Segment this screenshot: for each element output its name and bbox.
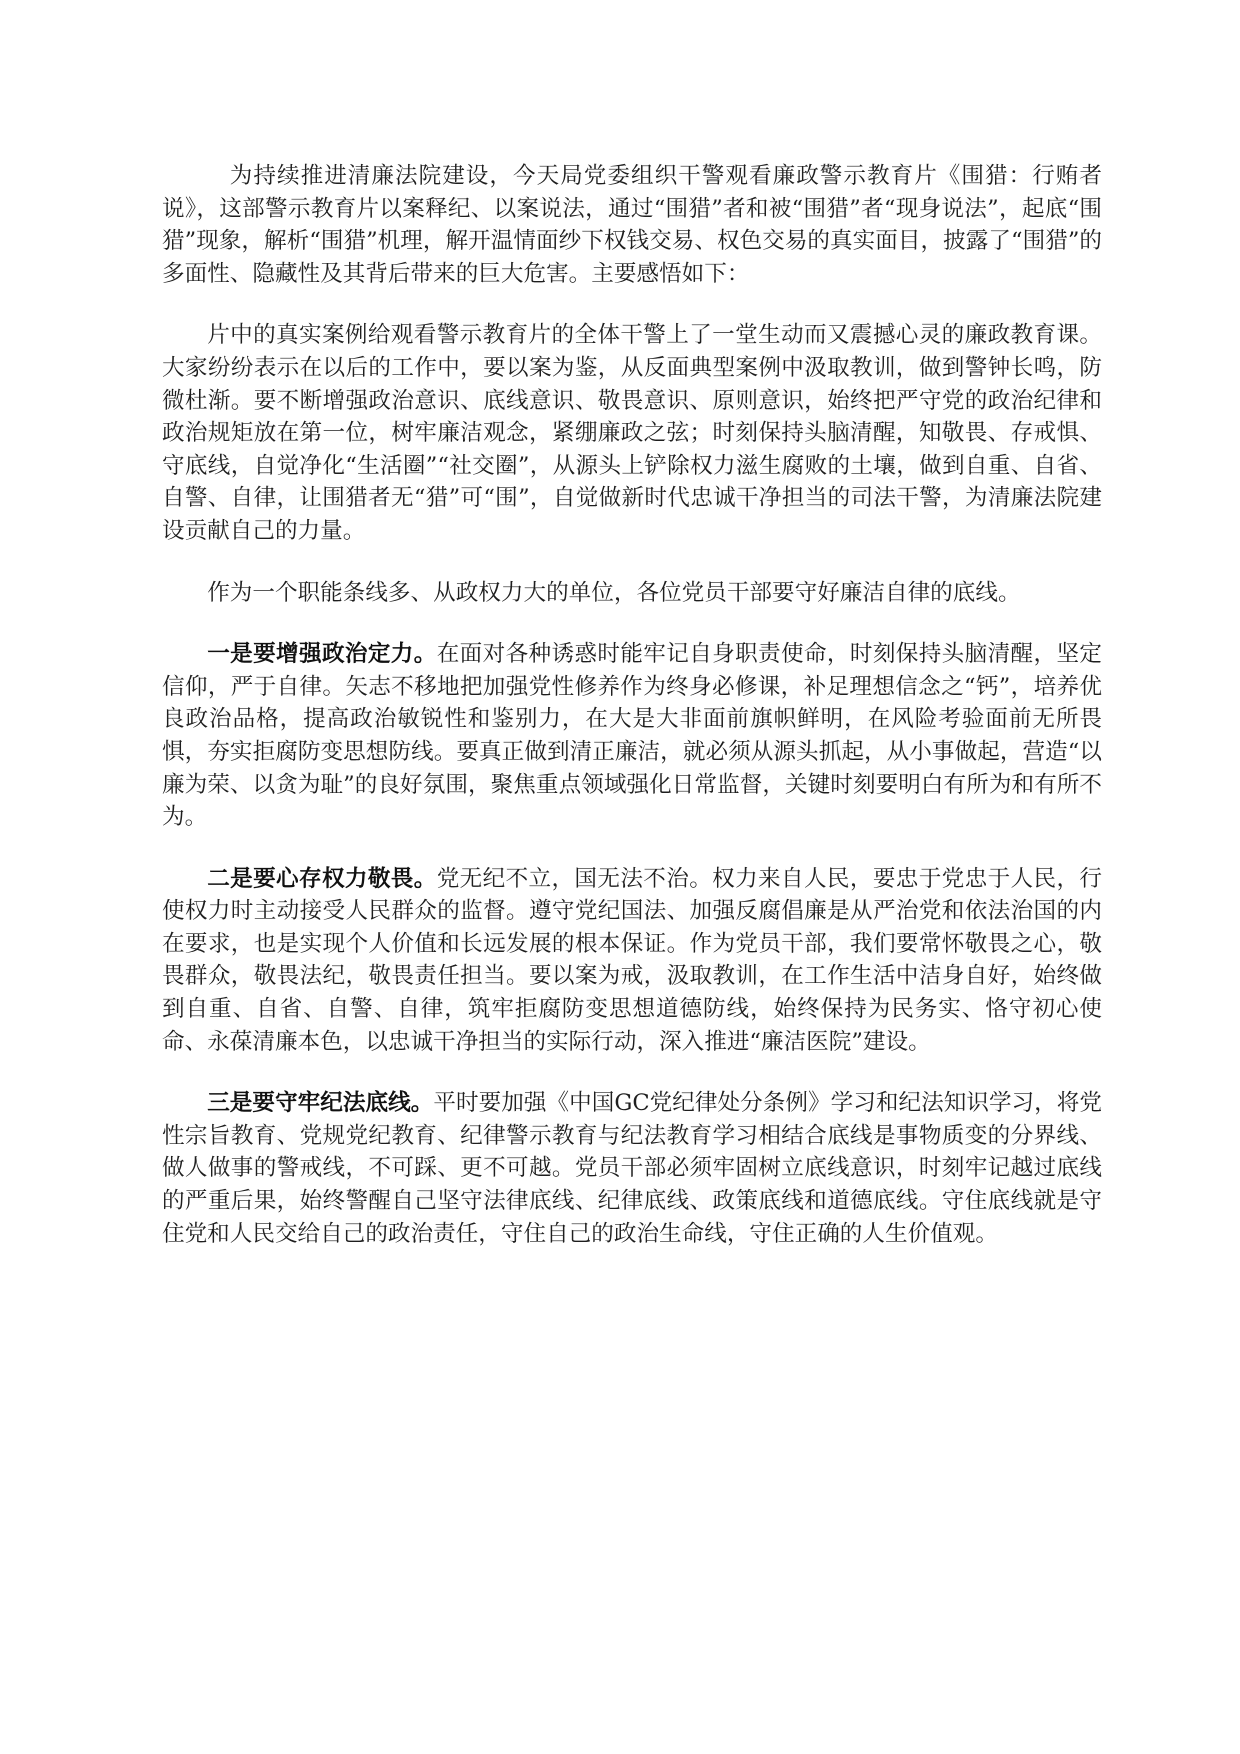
- paragraph-intro: [162, 160, 1102, 290]
- paragraph-bottom-line: [162, 577, 1102, 610]
- paragraph-heading: 二是要心存权力敬畏。: [207, 865, 437, 892]
- paragraph-text: 在面对各种诱惑时能牢记自身职责使命，时刻保持头脑清醒，坚定信仰，严于自律。矢志不移地把加强党性修养作为终身必修课，补足理想信念之“钙”，培养优良政治品格，提高政治敏锐性和鉴别力，在大是大非面前旗帜鲜明，在风险考验面前无所畏惧，夯实拒腐防变思想防线。要真正做到清正廉洁，就必须从源头抓起，从小事做起，营造“以廉为荣、以贪为耻”的良好氛围，聚焦重点领域强化日常监督，关键时刻要明白有所为和有所不为。: [162, 641, 1102, 831]
- paragraph-point-two: [162, 863, 1102, 1059]
- paragraph-text: 党无纪不立，国无法不治。权力来自人民，要忠于党忠于人民，行使权力时主动接受人民群众的监督。遵守党纪国法、加强反腐倡廉是从严治党和依法治国的内在要求，也是实现个人价值和长远发展的根本保证。作为党员干部，我们要常怀敬畏之心，敬畏群众，敬畏法纪，敬畏责任担当。要以案为戒，汲取教训，在工作生活中洁身自好，始终做到自重、自省、自警、自律，筑牢拒腐防变思想道德防线，始终保持为民务实、恪守初心使命、永葆清廉本色，以忠诚干净担当的实际行动，深入推进“廉洁医院”建设。: [162, 865, 1102, 1055]
- paragraph-case-reflection: [162, 319, 1102, 547]
- paragraph-heading: 一是要增强政治定力。: [207, 641, 437, 668]
- paragraph-text: 作为一个职能条线多、从政权力大的单位，各位党员干部要守好廉洁自律的底线。: [207, 579, 1021, 606]
- paragraph-text: 为持续推进清廉法院建设，今天局党委组织干警观看廉政警示教育片《围猎：行贿者说》，这部警示教育片以案释纪、以案说法，通过“围猎”者和被“围猎”者“现身说法”，起底“围猎”现象，解析“围猎”机理，解开温情面纱下权钱交易、权色交易的真实面目，披露了“围猎”的多面性、隐藏性及其背后带来的巨大危害。主要感悟如下：: [162, 163, 1102, 287]
- paragraph-point-three: [162, 1087, 1102, 1250]
- paragraph-text: 平时要加强《中国GC党纪律处分条例》学习和纪法知识学习，将党性宗旨教育、党规党纪教育、纪律警示教育与纪法教育学习相结合底线是事物质变的分界线、做人做事的警戒线，不可踩、更不可越。党员干部必须牢固树立底线意识，时刻牢记越过底线的严重后果，始终警醒自己坚守法律底线、纪律底线、政策底线和道德底线。守住底线就是守住党和人民交给自己的政治责任，守住自己的政治生命线，守住正确的人生价值观。: [162, 1090, 1103, 1247]
- paragraph-point-one: [162, 638, 1102, 834]
- paragraph-heading: 三是要守牢纪法底线。: [207, 1090, 434, 1117]
- paragraph-text: 片中的真实案例给观看警示教育片的全体干警上了一堂生动而又震撼心灵的廉政教育课。大家纷纷表示在以后的工作中，要以案为鉴，从反面典型案例中汲取教训，做到警钟长鸣，防微杜渐。要不断增强政治意识、底线意识、敬畏意识、原则意识，始终把严守党的政治纪律和政治规矩放在第一位，树牢廉洁观念，紧绷廉政之弦；时刻保持头脑清醒，知敬畏、存戒惧、守底线，自觉净化“生活圈”“社交圈”，从源头上铲除权力滋生腐败的土壤，做到自重、自省、自警、自律，让围猎者无“猎”可“围”，自觉做新时代忠诚干净担当的司法干警，为清廉法院建设贡献自己的力量。: [162, 322, 1102, 544]
- document-body: [162, 160, 1102, 1279]
